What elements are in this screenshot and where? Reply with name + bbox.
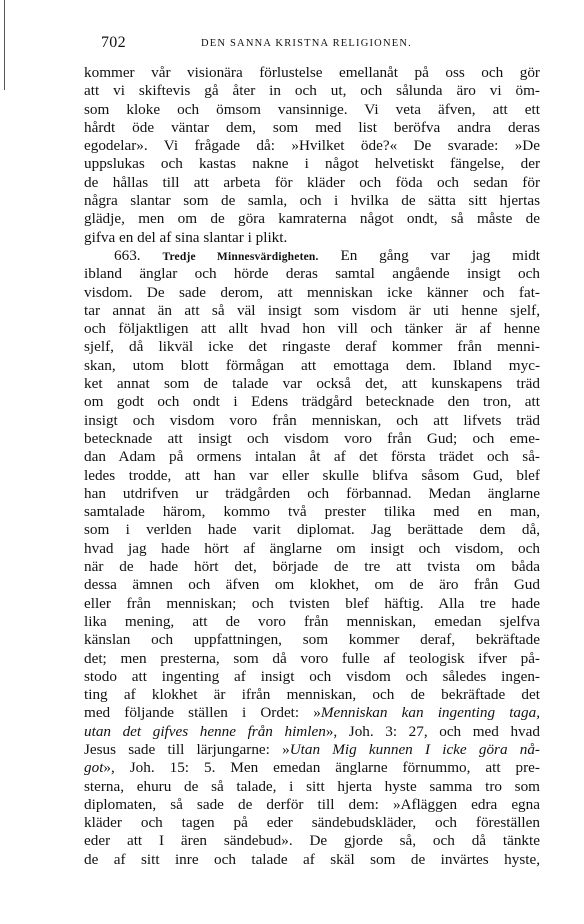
text-line: insigt och visdom voro från menniskan, och att lifvets träd [84, 411, 540, 429]
scripture-quote: Utan Mig kunnen I icke göra nå- [289, 740, 540, 758]
text-line: skan, utom blott förmågan att emottaga dem. Ibland myc- [84, 356, 540, 374]
text-line-with-quote [84, 759, 540, 777]
text-line: tar annat än att så väl insigt som visdom är uti henne sjelf, [84, 301, 540, 319]
text-line: och följaktligen att allt hvad hon vill och tänker är af henne [84, 320, 540, 338]
text-line: de af sitt inre och talade af skäl som de invärtes hyste, [84, 850, 540, 868]
text-line: eder att I ären sändebud». De gjorde så, och då tänkte [84, 832, 540, 850]
running-head: DEN SANNA KRISTNA RELIGIONEN. [201, 38, 412, 49]
text-line-with-quote [84, 741, 540, 759]
text-line: ledes trodde, att han var eller skulle blifva såsom Gud, blef [84, 466, 540, 484]
text-line: diplomaten, så sade de derför till dem: »Afläggen edra egna [84, 795, 540, 813]
text-line: betecknade att insigt och visdom voro från Gud; och eme- [84, 429, 540, 447]
text-line: som i verlden hade varit diplomat. Jag berättade dem då, [84, 521, 540, 539]
text-fragment: Jesus sade till lärjungarne: » [84, 740, 290, 758]
text-line: några slantar som de samla, och i hvilka de sätta sitt hjertas [84, 192, 540, 210]
text-line: kläder och tagen på eder sändebudskläder, och föreställen [84, 814, 540, 832]
scripture-quote: got [84, 759, 104, 777]
text-line: när de hade hört det, började de tre att tvista om båda [84, 558, 540, 576]
text-line: sterna, ehuru de så talade, i sitt hjerta hyste samma tro som [84, 777, 540, 795]
text-line: egodelar». Vi frågade då: »Hvilket öde?« De svarade: »De [84, 137, 540, 155]
text-line: lika mening, att de voro från menniskan, emedan sjelfva [84, 612, 540, 630]
text-line: om godt och ondt i Edens trädgård betecknade den tron, att [84, 393, 540, 411]
text-line: det; men presterna, som då voro fulle af teologisk ifver på- [84, 649, 540, 667]
page-header [101, 34, 541, 54]
text-line: ting af klokhet är ifrån menniskan, och de bekräftade det [84, 686, 540, 704]
text-line: eller från menniskan; och tvisten blef häftig. Alla tre hade [84, 594, 540, 612]
text-line: glädje, men om de göra kamraterna något ondt, så måste de [84, 210, 540, 228]
scripture-quote: utan det gifves henne från himlen [84, 722, 326, 740]
text-line: sjelf, då likväl icke det ringaste deraf kommer från menni- [84, 338, 540, 356]
text-line: uppslukas och kastas nakne i något helvetiskt fängelse, der [84, 155, 540, 173]
text-line: dan Adam på ormens intalan åt af det första trädet och så- [84, 448, 540, 466]
text-line: de hållas till att arbeta för kläder och föda och sedan för [84, 173, 540, 191]
text-line: stodo att ingenting af insigt och visdom och således ingen- [84, 667, 540, 685]
text-line: att vi skiftevis gå åter in och ut, och sålunda äro vi öm- [84, 82, 540, 100]
text-fragment: », Joh. 15: 5. Men emedan änglarne förnummo, att pre- [103, 759, 540, 777]
text-line: gifva en del af sina slantar i plikt. [84, 228, 288, 246]
section-first-line: En gång var jag midt [340, 246, 541, 264]
text-fragment: », Joh. 3: 27, och med hvad [325, 722, 540, 740]
text-line: samtalade härom, kommo två prester tilika med en man, [84, 503, 540, 521]
text-line-with-quote [84, 704, 540, 722]
text-line: han utdrifven ur trädgården och förbannad. Medan änglarne [84, 484, 540, 502]
body-text [84, 64, 540, 869]
scripture-quote: Menniskan kan ingenting taga, [320, 704, 541, 722]
margin-line [4, 0, 5, 90]
text-line: ibland änglar och hörde deras samtal angående insigt och [84, 265, 540, 283]
page-number: 702 [101, 34, 126, 51]
section-heading-line [84, 247, 540, 265]
text-fragment: med följande ställen i Ordet: » [84, 704, 321, 722]
text-line: som kloke och ömsom vansinnige. Vi veta äfven, att ett [84, 100, 540, 118]
text-line: känslan och uppfattningen, som kommer deraf, bekräftade [84, 631, 540, 649]
text-line: visdom. De sade derom, att menniskan icke känner och fat- [84, 283, 540, 301]
text-line: kommer vår visionära förlustelse emellanåt på oss och gör [84, 64, 540, 81]
text-line: hårdt öde väntar dem, som med list beröfva andra deras [84, 118, 540, 136]
text-line-with-quote [84, 723, 540, 741]
text-line: ket annat som de talade var också det, att kunskapens träd [84, 375, 540, 393]
section-number: 663. [114, 246, 141, 264]
text-line: hvad jag hade hört af änglarne om insigt och visdom, och [84, 539, 540, 557]
text-line: dessa ämnen och äfven om klokhet, om de äro från Gud [84, 576, 540, 594]
section-title: Tredje Minnesvärdigheten. [162, 250, 319, 263]
